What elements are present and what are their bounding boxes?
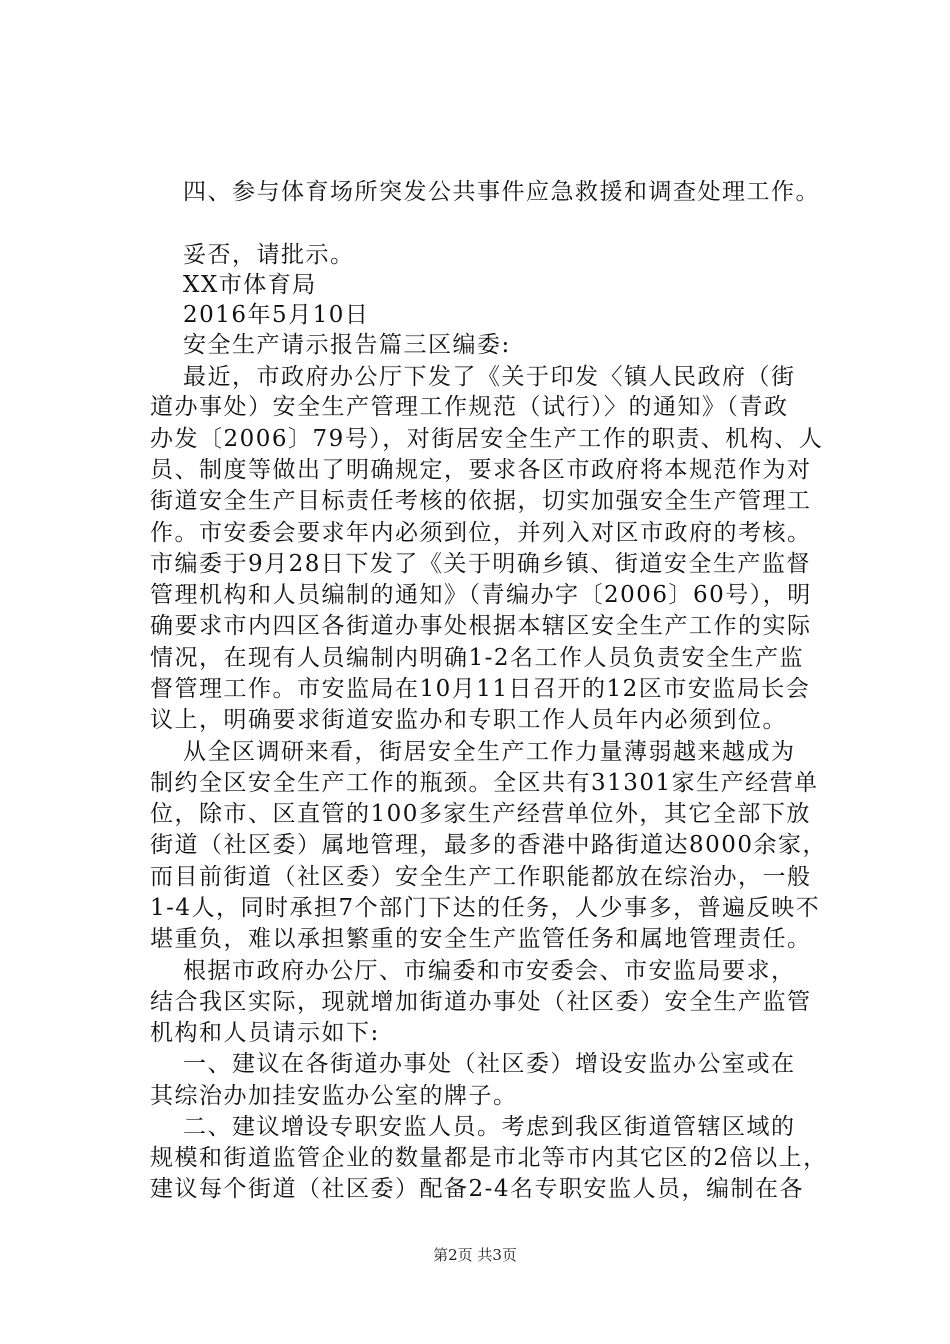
body-line: 最近，市政府办公厅下发了《关于印发〈镇人民政府（街 — [183, 364, 796, 390]
body-line: 街道安全生产目标责任考核的依据，切实加强安全生产管理工 — [150, 488, 812, 514]
body-line: 管理机构和人员编制的通知》（青编办字〔2006〕60号），明 — [150, 582, 812, 608]
body-line: 二、建议增设专职安监人员。考虑到我区街道管辖区域的 — [183, 1114, 796, 1140]
body-line: 员、制度等做出了明确规定，要求各区市政府将本规范作为对 — [150, 457, 812, 483]
body-line: 位，除市、区直管的100多家生产经营单位外，其它全部下放 — [150, 801, 811, 827]
body-line: 街道（社区委）属地管理，最多的香港中路街道达8000余家， — [150, 832, 828, 858]
closing-request: 妥否，请批示。 — [183, 242, 355, 268]
body-line: 根据市政府办公厅、市编委和市安委会、市安监局要求， — [183, 958, 796, 984]
body-line: 制约全区安全生产工作的瓶颈。全区共有31301家生产经营单 — [150, 770, 819, 796]
page-number-footer: 第2页 共3页 — [433, 1246, 517, 1264]
body-line: 督管理工作。市安监局在10月11日召开的12区市安监局长会 — [150, 676, 811, 702]
body-line: 堪重负，难以承担繁重的安全生产监管任务和属地管理责任。 — [150, 926, 812, 952]
body-line: 结合我区实际，现就增加街道办事处（社区委）安全生产监管 — [150, 989, 812, 1015]
body-line: 市编委于9月28日下发了《关于明确乡镇、街道安全生产监督 — [150, 551, 811, 577]
body-line: 1-4人，同时承担7个部门下达的任务，人少事多，普遍反映不 — [150, 895, 821, 921]
body-line: 一、建议在各街道办事处（社区委）增设安监办公室或在 — [183, 1051, 796, 1077]
body-line: 确要求市内四区各街道办事处根据本辖区安全生产工作的实际 — [150, 613, 812, 639]
body-line: 道办事处）安全生产管理工作规范（试行）〉的通知》（青政 — [150, 394, 789, 420]
body-line: 作。市安委会要求年内必须到位，并列入对区市政府的考核。 — [150, 520, 812, 546]
body-line: 议上，明确要求街道安监办和专职工作人员年内必须到位。 — [150, 707, 787, 733]
body-line: 建议每个街道（社区委）配备2-4名专职安监人员，编制在各 — [150, 1176, 805, 1202]
body-line: 办发〔2006〕79号），对街居安全生产工作的职责、机构、人 — [150, 426, 824, 452]
body-line: 机构和人员请示如下: — [150, 1020, 380, 1046]
document-date: 2016年5月10日 — [183, 302, 370, 328]
body-line: 情况，在现有人员编制内明确1-2名工作人员负责安全生产监 — [150, 645, 805, 671]
body-line: 其综治办加挂安监办公室的牌子。 — [150, 1083, 518, 1109]
body-line: 从全区调研来看，街居安全生产工作力量薄弱越来越成为 — [183, 739, 796, 765]
section-heading: 安全生产请示报告篇三区编委: — [183, 332, 511, 358]
sender-organization: XX市体育局 — [183, 272, 317, 298]
paragraph-item-four: 四、参与体育场所突发公共事件应急救援和调查处理工作。 — [183, 179, 820, 205]
body-line: 而目前街道（社区委）安全生产工作职能都放在综治办，一般 — [150, 864, 812, 890]
body-line: 规模和街道监管企业的数量都是市北等市内其它区的2倍以上， — [150, 1145, 828, 1171]
